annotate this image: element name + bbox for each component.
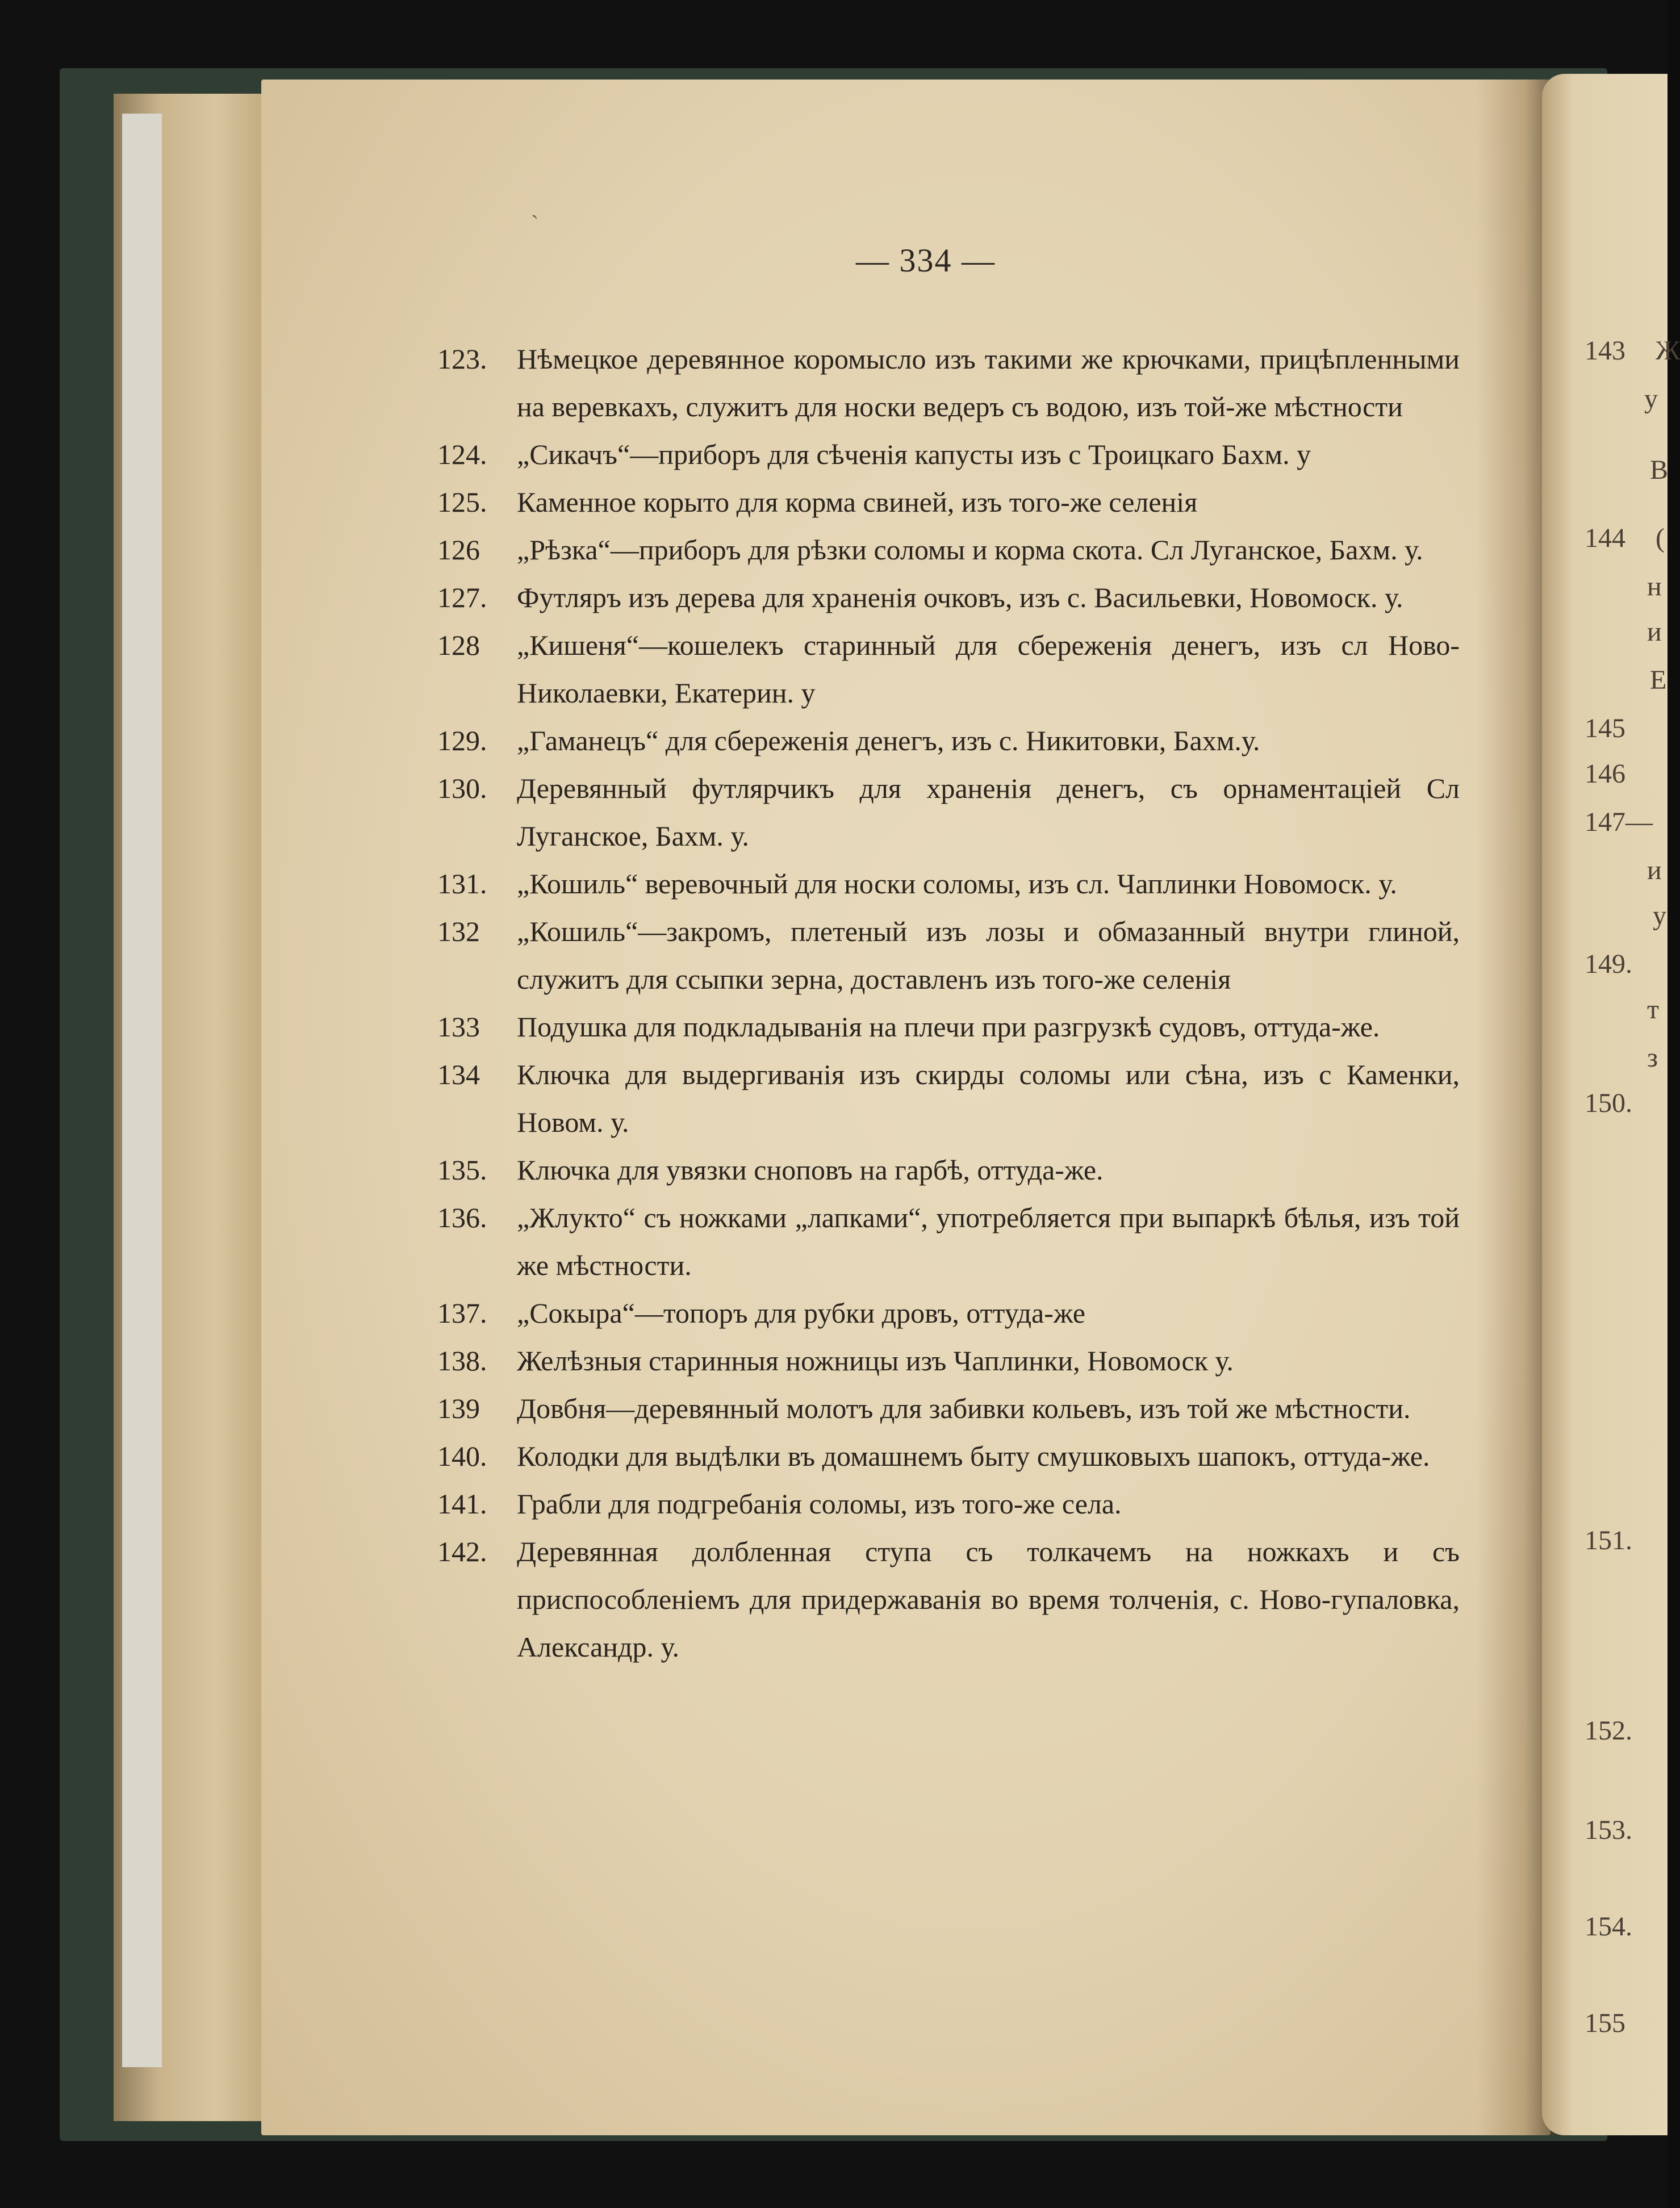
entry-item [437, 860, 1460, 908]
entry-item [437, 1051, 1460, 1146]
right-page-entry-number: 155 [1585, 2008, 1625, 2038]
entry-text: Деревянная долбленная ступа съ толкачемъ на ножкахъ и съ приспособленіемъ для придержаванія во время толченія, с. Ново-гупаловка, Александр. у. [517, 1536, 1460, 1663]
entry-number: 131. [437, 868, 487, 900]
right-page-text-fragment: з [1647, 1043, 1658, 1073]
right-page-entry-number: 144 [1585, 523, 1625, 553]
entry-number: 132 [437, 915, 480, 947]
entry-item [437, 335, 1460, 430]
right-page-text-fragment: В [1650, 455, 1669, 485]
entry-text: „Сикачъ“—приборъ для сѣченія капусты изъ с Троицкаго Бахм. у [517, 438, 1311, 470]
right-page-text-fragment: н [1647, 571, 1662, 601]
entry-item [437, 526, 1460, 574]
page-number: — 334 — [856, 242, 996, 279]
entry-item [437, 478, 1460, 526]
entry-number: 135. [437, 1154, 487, 1186]
right-page-entry-number: 145 [1585, 713, 1625, 743]
entry-item [437, 1385, 1460, 1432]
entry-number: 136. [437, 1202, 487, 1233]
entry-number: 142. [437, 1536, 487, 1567]
entry-item [437, 908, 1460, 1003]
entry-text: „Рѣзка“—приборъ для рѣзки соломы и корма скота. Сл Луганское, Бахм. у. [517, 534, 1423, 566]
entry-item [437, 574, 1460, 621]
entry-item [437, 430, 1460, 478]
entry-text: Ключка для выдергиванія изъ скирды соломы или сѣна, изъ с Каменки, Новом. у. [517, 1059, 1460, 1138]
entry-text: Каменное корыто для корма свиней, изъ того-же селенія [517, 486, 1198, 518]
entry-number: 138. [437, 1345, 487, 1377]
entry-text: „Жлукто“ съ ножками „лапками“, употребляется при выпаркѣ бѣлья, изъ той же мѣстности. [517, 1202, 1460, 1281]
entry-text: Довбня—деревянный молотъ для забивки кольевъ, изъ той же мѣстности. [517, 1392, 1411, 1424]
entry-text: Подушка для подкладыванія на плечи при разгрузкѣ судовъ, оттуда-же. [517, 1011, 1380, 1043]
entry-number: 133 [437, 1011, 480, 1043]
right-page-entry-number: 149. [1585, 949, 1632, 979]
entry-number: 130. [437, 772, 487, 804]
entry-item [437, 1337, 1460, 1385]
entry-text: „Кошиль“—закромъ, плетеный изъ лозы и обмазанный внутри глиной, служитъ для ссыпки зерна, доставленъ изъ того-же селенія [517, 915, 1460, 995]
right-page-text-fragment: Ж [1656, 336, 1680, 366]
right-page-text-fragment: у [1653, 901, 1666, 931]
entry-item [437, 1146, 1460, 1194]
right-page-entry-number: 152. [1585, 1716, 1632, 1746]
entry-text: Колодки для выдѣлки въ домашнемъ быту смушковыхъ шапокъ, оттуда-же. [517, 1440, 1430, 1472]
entry-item [437, 1003, 1460, 1051]
entry-number: 134 [437, 1059, 480, 1090]
right-page-text-fragment: Е [1650, 665, 1667, 695]
right-page-entry-number: 151. [1585, 1525, 1632, 1555]
right-page-text-fragment: ( [1656, 523, 1665, 553]
entry-number: 127. [437, 582, 487, 613]
entry-item [437, 1480, 1460, 1528]
entry-item [437, 1289, 1460, 1337]
entry-text: „Сокыра“—топоръ для рубки дровъ, оттуда-же [517, 1297, 1085, 1329]
entry-item [437, 717, 1460, 764]
entry-item [437, 1432, 1460, 1480]
entry-number: 123. [437, 343, 487, 375]
entry-number: 125. [437, 486, 487, 518]
right-page-entry-number: 143 [1585, 336, 1625, 366]
ink-mark: ˋ [531, 211, 539, 236]
page-edge-highlight [122, 114, 162, 2067]
entry-number: 140. [437, 1440, 487, 1472]
entry-number: 124. [437, 438, 487, 470]
entry-text: Желѣзныя старинныя ножницы изъ Чаплинки, Новомоск у. [517, 1345, 1234, 1377]
entry-text: „Гаманецъ“ для сбереженія денегъ, изъ с. Никитовки, Бахм.у. [517, 725, 1260, 756]
right-page-text-fragment: у [1644, 384, 1658, 414]
entry-number: 137. [437, 1297, 487, 1329]
entry-number: 129. [437, 725, 487, 756]
entry-number: 141. [437, 1488, 487, 1520]
right-page-entry-number: 150. [1585, 1088, 1632, 1118]
entry-item [437, 1194, 1460, 1289]
right-page-entry-number: 153. [1585, 1815, 1632, 1845]
entry-text: „Кошиль“ веревочный для носки соломы, изъ сл. Чаплинки Новомоск. у. [517, 868, 1397, 900]
entry-item [437, 764, 1460, 860]
entry-list [437, 335, 1460, 1671]
entry-number: 128 [437, 629, 480, 661]
right-page-text-fragment: т [1647, 994, 1659, 1024]
entry-text: Ключка для увязки сноповъ на гарбѣ, оттуда-же. [517, 1154, 1104, 1186]
right-page-entry-number: 146 [1585, 759, 1625, 789]
entry-text: Грабли для подгребанія соломы, изъ того-же села. [517, 1488, 1122, 1520]
entry-text: Деревянный футлярчикъ для храненія денегъ, съ орнаментаціей Сл Луганское, Бахм. у. [517, 772, 1460, 852]
entry-text: Футляръ изъ дерева для храненія очковъ, изъ с. Васильевки, Новомоск. у. [517, 582, 1403, 613]
entry-item [437, 1528, 1460, 1671]
right-page-text-fragment: и [1647, 617, 1662, 647]
right-page-entry-number: 147— [1585, 807, 1653, 837]
entry-text: „Кишеня“—кошелекъ старинный для сбереженія денегъ, изъ сл Ново-Николаевки, Екатерин. у [517, 629, 1460, 709]
entry-text: Нѣмецкое деревянное коромысло изъ такими же крючками, прицѣпленными на веревкахъ, служитъ для носки ведеръ съ водою, изъ той-же мѣстности [517, 343, 1460, 423]
right-page-entry-number: 154. [1585, 1912, 1632, 1942]
entry-number: 139 [437, 1392, 480, 1424]
right-page-text-fragment: и [1647, 855, 1662, 885]
entry-item [437, 621, 1460, 717]
entry-number: 126 [437, 534, 480, 566]
